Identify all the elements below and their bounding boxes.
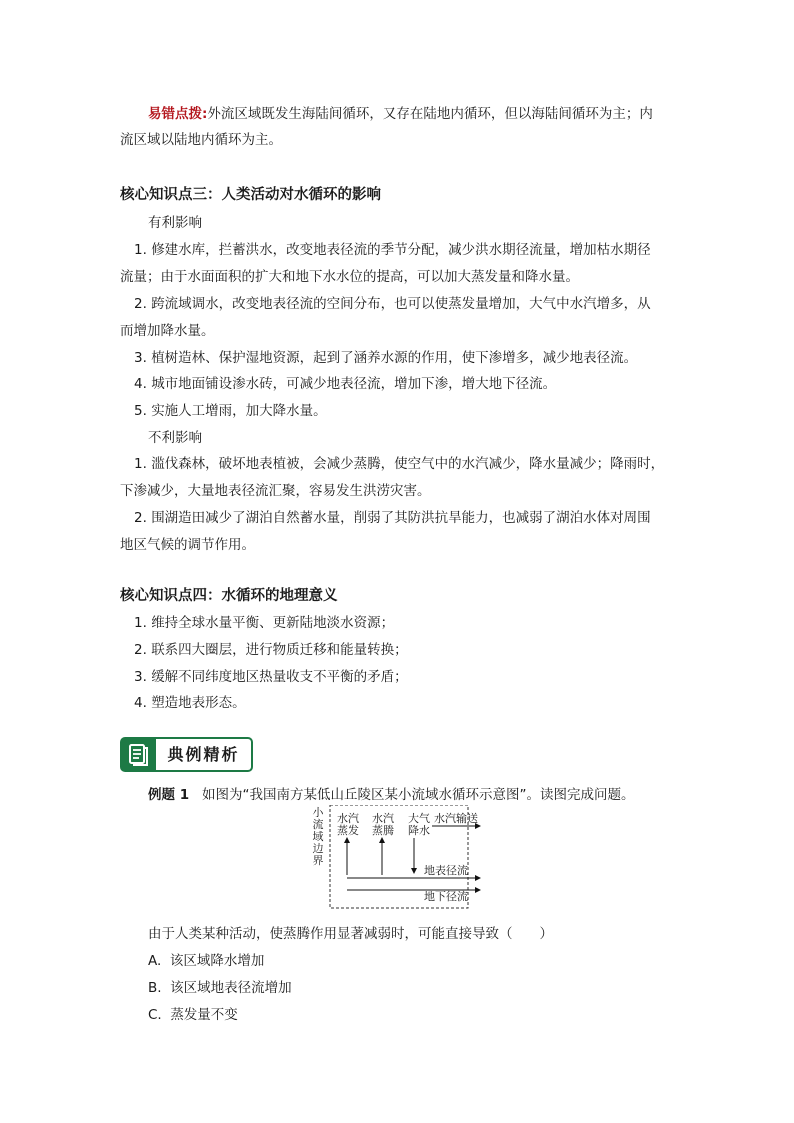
item-text: 城市地面铺设渗水砖，可减少地表径流，增加下渗，增大地下径流。 [151,376,557,392]
example-text: 如图为“我国南方某低山丘陵区某小流域水循环示意图”。读图完成问题。 [201,787,635,803]
tip-line-2: 流区域以陆地内循环为主。 [120,132,282,148]
item-num: 2. [134,510,147,526]
question-text: 由于人类某种活动，使蒸腾作用显著减弱时，可能直接导致（ ） [148,926,553,942]
evaporation-label-2: 蒸发 [337,824,359,837]
unfavorable-item-1 [134,452,664,472]
transport-label: 水汽输送 [434,812,478,825]
precipitation-label-2: 降水 [408,824,430,837]
item-text: 维持全球水量平衡、更新陆地淡水资源； [151,615,395,631]
significance-item-3 [134,665,408,685]
surface-runoff-label: 地表径流 [424,864,468,877]
example-banner [120,737,253,772]
unfavorable-label: 不利影响 [148,430,202,446]
item-text: 跨流域调水，改变地表径流的空间分布，也可以使蒸发量增加，大气中水汽增多，从 [151,296,651,312]
significance-item-2 [134,638,408,658]
unfavorable-item-2-cont: 地区气候的调节作用。 [120,537,255,553]
item-num: 4. [134,695,147,711]
boundary-label: 小流域边界 [312,806,324,867]
choice-b [148,976,292,996]
favorable-item-2-cont: 而增加降水量。 [120,323,215,339]
favorable-label: 有利影响 [148,215,202,231]
choice-a [148,949,264,969]
item-text: 缓解不同纬度地区热量收支不平衡的矛盾； [151,669,408,685]
favorable-item-4 [134,372,556,392]
example-label: 例题 1 [148,787,190,803]
significance-item-4 [134,691,246,711]
choice-text: 该区域地表径流增加 [170,980,292,996]
favorable-item-3 [134,346,637,366]
item-num: 5. [134,403,147,419]
banner-label: 典例精析 [156,739,251,770]
tip-label: 易错点拨: [148,106,208,122]
favorable-item-2 [134,292,651,312]
item-num: 3. [134,350,147,366]
item-text: 植树造林、保护湿地资源，起到了涵养水源的作用，使下渗增多，减少地表径流。 [151,350,638,366]
item-num: 1. [134,456,147,472]
item-num: 3. [134,669,147,685]
underground-runoff-label: 地下径流 [424,890,468,903]
item-text: 联系四大圈层，进行物质迁移和能量转换； [151,642,408,658]
tip-text-1: 外流区域既发生海陆间循环，又存在陆地内循环，但以海陆间循环为主；内 [207,106,653,122]
item-text: 塑造地表形态。 [151,695,246,711]
section3-title: 核心知识点三：人类活动对水循环的影响 [120,187,381,203]
item-num: 2. [134,296,147,312]
transpiration-label-2: 蒸腾 [372,824,394,837]
item-num: 1. [134,242,147,258]
item-text: 围湖造田减少了湖泊自然蓄水量，削弱了其防洪抗旱能力，也减弱了湖泊水体对周围 [151,510,651,526]
item-num: 2. [134,642,147,658]
section4-title: 核心知识点四：水循环的地理意义 [120,588,338,604]
item-num: 4. [134,376,147,392]
document-list-icon [122,739,154,770]
unfavorable-item-2 [134,506,651,526]
item-text: 实施人工增雨，加大降水量。 [151,403,327,419]
choice-key: A. [148,953,162,969]
choice-text: 该区域降水增加 [169,953,265,969]
choice-c [148,1003,238,1023]
water-cycle-diagram [310,805,490,910]
favorable-item-1 [134,238,651,258]
item-text: 修建水库，拦蓄洪水，改变地表径流的季节分配，减少洪水期径流量，增加枯水期径 [151,242,651,258]
item-text: 滥伐森林，破坏地表植被，会减少蒸腾，使空气中的水汽减少，降水量减少；降雨时， [151,456,665,472]
evaporation-label-1: 水汽 [337,812,359,825]
transpiration-label-1: 水汽 [372,812,394,825]
choice-text: 蒸发量不变 [170,1007,238,1023]
significance-item-1 [134,611,394,631]
choice-key: C. [148,1007,162,1023]
unfavorable-item-1-cont: 下渗减少，大量地表径流汇聚，容易发生洪涝灾害。 [120,483,431,499]
item-num: 1. [134,615,147,631]
favorable-item-5 [134,399,327,419]
tip-line-1 [148,104,708,124]
example-line [148,783,634,803]
choice-key: B. [148,980,162,996]
precipitation-label-1: 大气 [408,812,430,825]
favorable-item-1-cont: 流量；由于水面面积的扩大和地下水水位的提高，可以加大蒸发量和降水量。 [120,269,579,285]
